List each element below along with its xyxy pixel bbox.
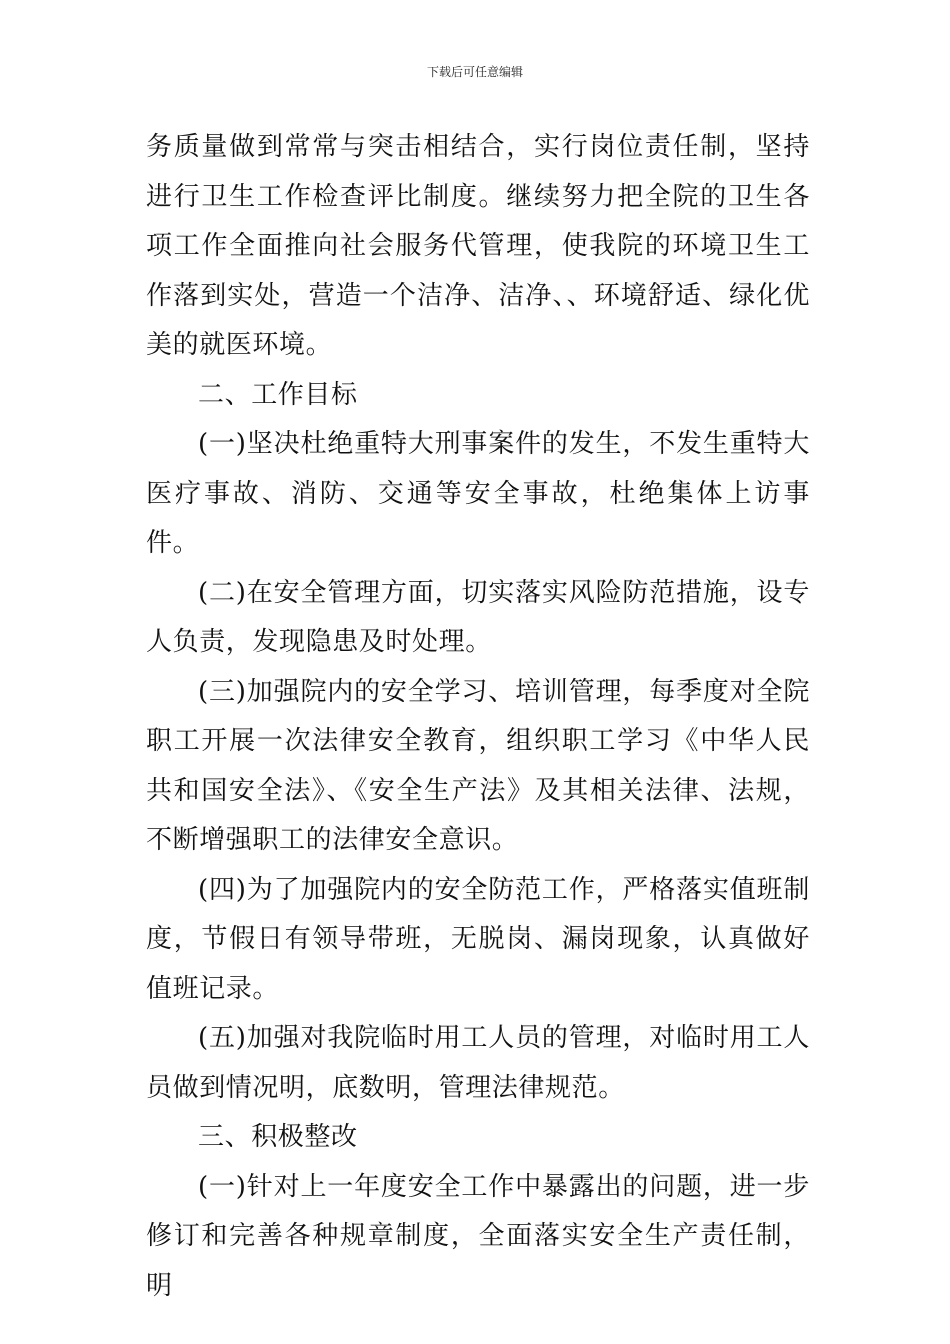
paragraph-goal-4: (四)为了加强院内的安全防范工作，严格落实值班制度，节假日有领导带班，无脱岗、漏岗现象，认真做好值班记录。 [146,874,810,1004]
paragraph-continuation: 务质量做到常常与突击相结合，实行岗位责任制，坚持进行卫生工作检查评比制度。继续努力把全院的卫生各项工作全面推向社会服务代管理，使我院的环境卫生工作落到实处，营造一个洁净、洁净、、环境舒适、绿化优美的就医环境。 [146,132,810,360]
document-body [146,123,810,1311]
section-heading-rectification: 三、积极整改 [198,1122,358,1152]
paragraph-goal-3: (三)加强院内的安全学习、培训管理，每季度对全院职工开展一次法律安全教育，组织职工学习《中华人民共和国安全法》、《安全生产法》及其相关法律、法规，不断增强职工的法律安全意识。 [146,676,810,855]
paragraph-goal-2: (二)在安全管理方面，切实落实风险防范措施，设专人负责，发现隐患及时处理。 [146,577,810,657]
paragraph-goal-5: (五)加强对我院临时用工人员的管理，对临时用工人员做到情况明，底数明，管理法律规范。 [146,1023,810,1103]
paragraph-goal-1: (一)坚决杜绝重特大刑事案件的发生，不发生重特大医疗事故、消防、交通等安全事故，杜绝集体上访事件。 [146,429,810,558]
section-heading-work-goals: 二、工作目标 [198,379,358,410]
page-header-note: 下载后可任意编辑 [426,65,523,79]
paragraph-rectification-1: (一)针对上一年度安全工作中暴露出的问题，进一步修订和完善各种规章制度，全面落实安全生产责任制，明 [146,1171,810,1301]
